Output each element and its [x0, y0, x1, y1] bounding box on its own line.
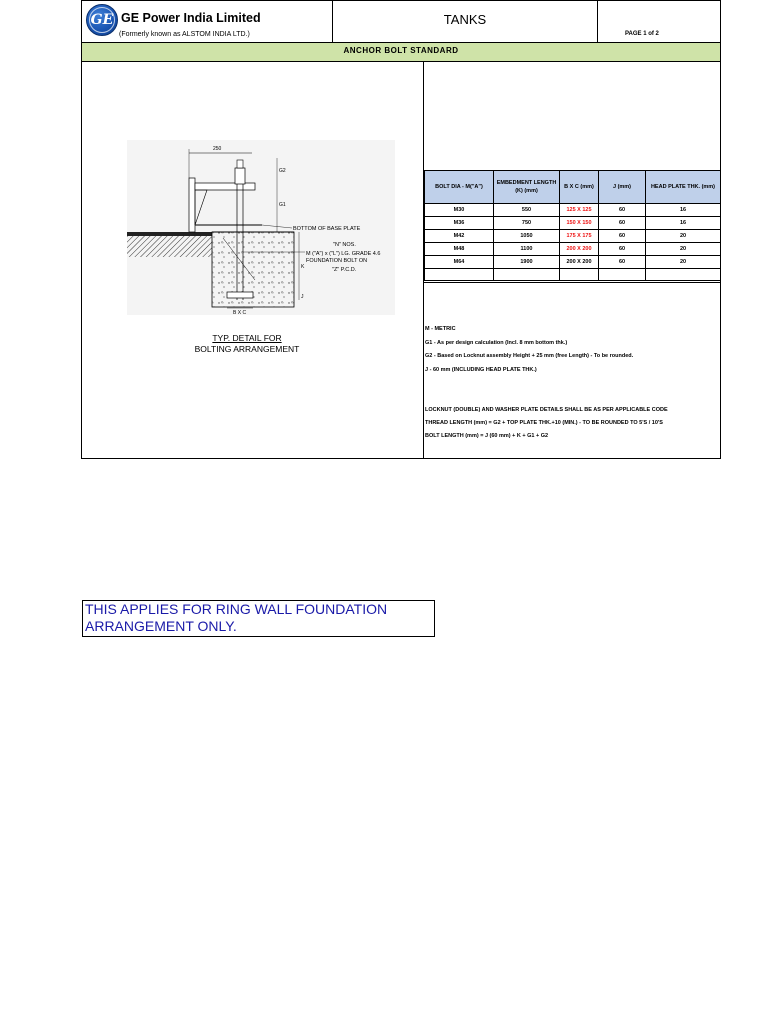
cell-bolt-dia: M30: [425, 204, 494, 217]
cell-j: 60: [599, 230, 646, 243]
dim-k-label: K: [301, 264, 305, 270]
dim-g1-label: G1: [279, 202, 286, 208]
bolt-top: [237, 160, 243, 168]
cell-head-plate: 20: [646, 230, 721, 243]
cell-bolt-dia: M42: [425, 230, 494, 243]
dim-250-label: 250: [213, 146, 222, 152]
header-j: J (mm): [599, 171, 646, 204]
label-foundation-bolt: FOUNDATION BOLT ON: [306, 258, 368, 264]
label-base-plate: BOTTOM OF BASE PLATE: [293, 226, 361, 232]
bolting-arrangement-diagram: [127, 140, 395, 315]
banner-divider: [81, 61, 721, 62]
table-row: [425, 256, 721, 269]
ring-wall-note: THIS APPLIES FOR RING WALL FOUNDATION ARRANGEMENT ONLY.: [85, 601, 388, 634]
cell-bxc: 200 X 200: [560, 243, 599, 256]
cell-embedment: 550: [494, 204, 560, 217]
label-n-nos: "N" NOS.: [333, 242, 356, 248]
cell-bolt-dia: M64: [425, 256, 494, 269]
table-row: [425, 243, 721, 256]
header-embedment-length: EMBEDMENT LENGTH (K) (mm): [494, 171, 560, 204]
page-number: PAGE 1 of 2: [625, 31, 659, 37]
diagram-caption-line1: TYP. DETAIL FOR: [212, 333, 282, 343]
cell-bxc: 125 X 125: [560, 204, 599, 217]
cell-bxc: 175 X 175: [560, 230, 599, 243]
cell-j: 60: [599, 243, 646, 256]
cell-head-plate: 16: [646, 217, 721, 230]
note-j: J - 60 mm (INCLUDING HEAD PLATE THK.): [425, 367, 537, 373]
cell-embedment: 1900: [494, 256, 560, 269]
note-locknut: LOCKNUT (DOUBLE) AND WASHER PLATE DETAILS SHALL BE AS PER APPLICABLE CODE: [425, 407, 668, 413]
company-name: GE Power India Limited: [121, 11, 261, 25]
cell-j: 60: [599, 256, 646, 269]
cell-embedment: 1050: [494, 230, 560, 243]
top-plate: [195, 183, 255, 190]
cell-embedment: 1100: [494, 243, 560, 256]
formerly-known-as: (Formerly known as ALSTOM INDIA LTD.): [119, 31, 250, 38]
note-g2: G2 - Based on Locknut assembly Height + 25 mm (free Length) - To be rounded.: [425, 353, 634, 359]
anchor-bolt-table: [424, 170, 721, 281]
cell-head-plate: 20: [646, 256, 721, 269]
document-title: TANKS: [443, 12, 487, 27]
table-row-empty: [425, 269, 721, 281]
dim-g2-label: G2: [279, 168, 286, 174]
table-row: [425, 230, 721, 243]
header-col-divider-2: [597, 0, 598, 42]
note-metric: M - METRIC: [425, 326, 456, 332]
notes-divider: [423, 282, 721, 283]
table-row: [425, 204, 721, 217]
label-pcd: "Z" P.C.D.: [332, 267, 357, 273]
lock-nut: [235, 168, 245, 184]
cell-embedment: 750: [494, 217, 560, 230]
cell-bolt-dia: M48: [425, 243, 494, 256]
dim-j-label: J: [301, 294, 304, 300]
note-g1: G1 - As per design calculation (Incl. 8 mm bottom thk.): [425, 340, 568, 346]
note-bolt-length: BOLT LENGTH (mm) = J (60 mm) + K + G1 + G2: [425, 433, 549, 439]
header-head-plate-thk: HEAD PLATE THK. (mm): [646, 171, 721, 204]
dim-bxc-label: B X C: [233, 310, 247, 315]
label-bolt-spec: M ("A") x ("L") LG. GRADE 4.6: [306, 251, 381, 257]
cell-bxc: 150 X 150: [560, 217, 599, 230]
shell-plate: [189, 178, 195, 232]
ge-logo: GE: [86, 4, 118, 36]
head-plate: [227, 292, 253, 298]
cell-head-plate: 20: [646, 243, 721, 256]
section-banner-title: ANCHOR BOLT STANDARD: [343, 46, 459, 55]
ground-hatch-left: [127, 233, 212, 257]
cell-j: 60: [599, 204, 646, 217]
cell-bxc: 200 X 200: [560, 256, 599, 269]
cell-head-plate: 16: [646, 204, 721, 217]
header-bxc: B X C (mm): [560, 171, 599, 204]
note-thread-length: THREAD LENGTH (mm) = G2 + TOP PLATE THK.+10 (MIN.) - TO BE ROUNDED TO 5'S / 10'S: [425, 420, 663, 426]
ground-line-left: [127, 232, 212, 236]
cell-j: 60: [599, 217, 646, 230]
diagram-caption-line2: BOLTING ARRANGEMENT: [194, 344, 300, 354]
cell-bolt-dia: M36: [425, 217, 494, 230]
header-bolt-dia: BOLT DIA - M("A"): [425, 171, 494, 204]
table-row: [425, 217, 721, 230]
